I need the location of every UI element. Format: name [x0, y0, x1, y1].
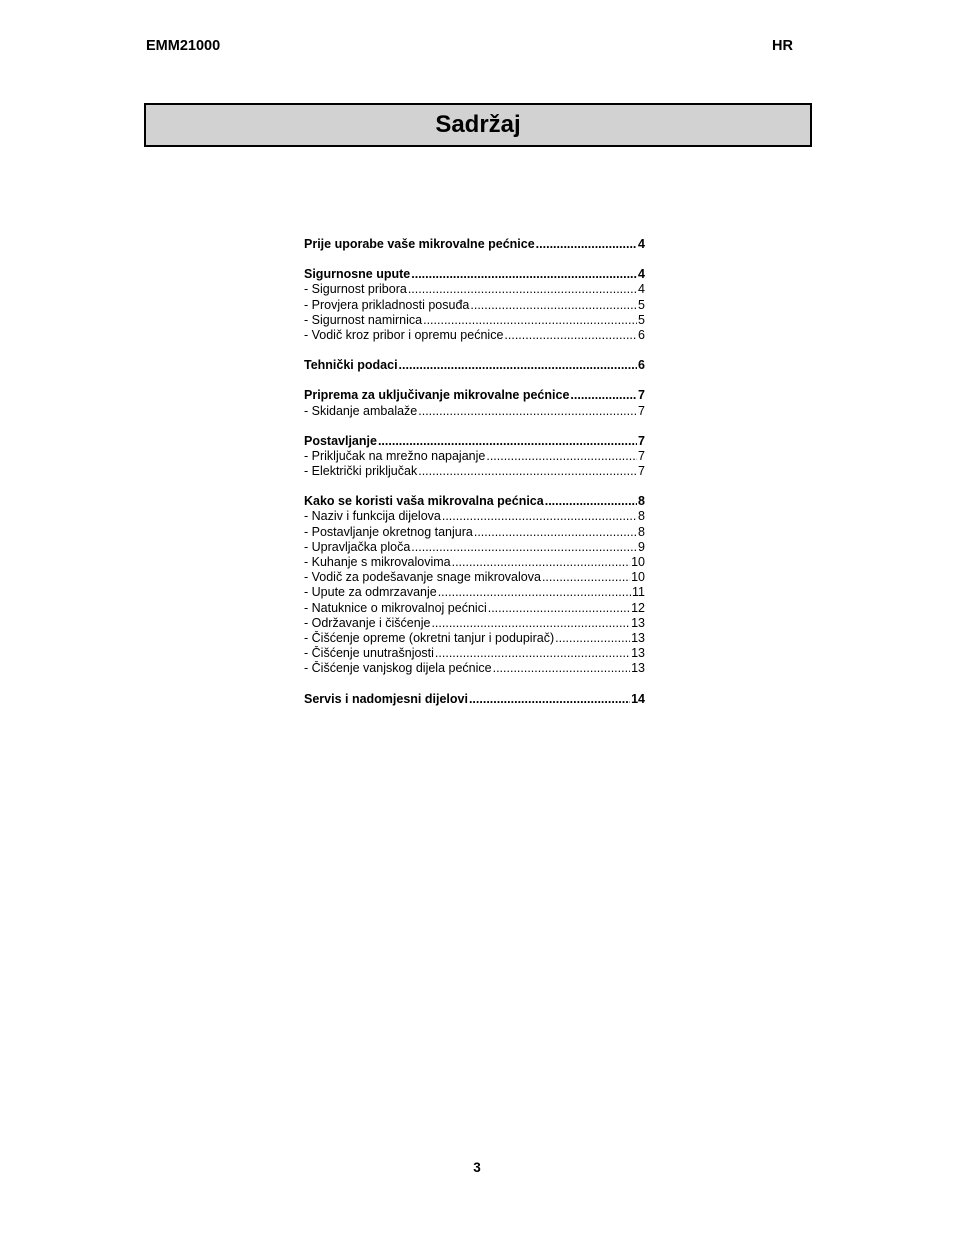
toc-entry-page: 6 — [638, 358, 645, 373]
dot-leader — [418, 464, 637, 479]
toc-entry-page: 7 — [638, 433, 645, 448]
toc-entry-page: 8 — [638, 494, 645, 509]
toc-subentry[interactable] — [304, 616, 645, 631]
toc-entry-page: 10 — [631, 555, 645, 569]
dot-leader — [418, 404, 637, 419]
dot-leader — [423, 313, 637, 328]
dot-leader — [488, 601, 630, 616]
toc-entry-page: 5 — [638, 312, 645, 327]
toc-subentry[interactable] — [304, 328, 645, 343]
toc-entry-page: 4 — [638, 282, 645, 297]
toc-entry-page: 13 — [631, 661, 645, 676]
toc-section — [304, 692, 645, 707]
toc-entry-label: - Naziv i funkcija dijelova — [304, 509, 441, 524]
toc-subentry[interactable] — [304, 313, 645, 328]
toc-subentry[interactable] — [304, 404, 645, 419]
toc-section — [304, 267, 645, 343]
toc-entry-label: - Postavljanje okretnog tanjura — [304, 524, 473, 539]
dot-leader — [411, 540, 637, 555]
toc-entry-page: 7 — [638, 464, 645, 479]
dot-leader — [431, 616, 630, 631]
dot-leader — [442, 509, 637, 524]
toc-section-heading[interactable] — [304, 358, 645, 373]
toc-section-heading[interactable] — [304, 494, 645, 509]
toc-entry-label: - Električki priključak — [304, 464, 418, 479]
toc-subentry[interactable] — [304, 585, 645, 600]
toc-entry-page: 13 — [631, 630, 645, 645]
toc-section-heading[interactable] — [304, 692, 645, 707]
toc-subentry[interactable] — [304, 555, 645, 570]
dot-leader — [474, 525, 637, 540]
dot-leader — [486, 449, 637, 464]
toc-entry-label: Postavljanje — [304, 433, 377, 448]
toc-subentry[interactable] — [304, 449, 645, 464]
dot-leader — [536, 237, 637, 252]
toc-entry-page: 9 — [638, 539, 645, 554]
toc-entry-page: 8 — [638, 509, 645, 524]
toc-subentry[interactable] — [304, 661, 645, 676]
toc-entry-page: 13 — [631, 646, 645, 661]
toc-subentry[interactable] — [304, 570, 645, 585]
toc-entry-label: - Priključak na mrežno napajanje — [304, 448, 486, 463]
toc-entry-label: - Održavanje i čišćenje — [304, 615, 431, 630]
dot-leader — [504, 328, 637, 343]
page-title: Sadržaj — [435, 111, 521, 138]
toc-subentry[interactable] — [304, 601, 645, 616]
toc-entry-page: 12 — [631, 600, 645, 615]
toc-subentry[interactable] — [304, 509, 645, 524]
toc-section-heading[interactable] — [304, 434, 645, 449]
dot-leader — [378, 434, 637, 449]
table-of-contents — [304, 237, 645, 722]
toc-entry-label: Servis i nadomjesni dijelovi — [304, 691, 468, 706]
toc-entry-label: - Skidanje ambalaže — [304, 403, 418, 418]
toc-entry-page: 5 — [638, 297, 645, 312]
toc-subentry[interactable] — [304, 646, 645, 661]
toc-entry-label: - Upute za odmrzavanje — [304, 585, 437, 600]
toc-entry-label: Prije uporabe vaše mikrovalne pećnice — [304, 237, 535, 251]
toc-entry-page: 4 — [638, 267, 645, 282]
model-number: EMM21000 — [146, 38, 221, 54]
toc-entry-label: - Čišćenje vanjskog dijela pećnice — [304, 661, 492, 676]
dot-leader — [555, 631, 630, 646]
toc-entry-label: - Čišćenje unutrašnjosti — [304, 646, 434, 661]
toc-entry-label: Priprema za uključivanje mikrovalne pećnice — [304, 388, 570, 403]
toc-entry-page: 14 — [631, 691, 645, 706]
toc-entry-page: 7 — [638, 403, 645, 418]
toc-entry-label: - Kuhanje s mikrovalovima — [304, 555, 451, 569]
dot-leader — [438, 585, 631, 600]
dot-leader — [452, 555, 631, 570]
dot-leader — [545, 494, 637, 509]
toc-entry-page: 7 — [638, 388, 645, 403]
toc-entry-page: 11 — [632, 585, 645, 600]
toc-entry-label: - Čišćenje opreme (okretni tanjur i podupirač) — [304, 630, 555, 645]
toc-section — [304, 388, 645, 418]
dot-leader — [399, 358, 638, 373]
toc-section-heading[interactable] — [304, 388, 645, 403]
toc-section-heading[interactable] — [304, 237, 645, 252]
toc-entry-label: Kako se koristi vaša mikrovalna pećnica — [304, 494, 544, 509]
toc-subentry[interactable] — [304, 282, 645, 297]
dot-leader — [542, 570, 630, 585]
title-box — [144, 103, 812, 147]
toc-entry-label: - Provjera prikladnosti posuđa — [304, 297, 470, 312]
toc-entry-label: - Sigurnost pribora — [304, 282, 407, 297]
toc-entry-page: 8 — [638, 524, 645, 539]
dot-leader — [570, 388, 637, 403]
toc-section — [304, 358, 645, 373]
dot-leader — [411, 267, 637, 282]
dot-leader — [493, 661, 630, 676]
toc-entry-label: Sigurnosne upute — [304, 267, 411, 282]
toc-subentry[interactable] — [304, 298, 645, 313]
toc-entry-page: 6 — [638, 327, 645, 342]
toc-subentry[interactable] — [304, 540, 645, 555]
toc-section — [304, 494, 645, 676]
toc-entry-page: 4 — [638, 237, 645, 251]
page-number: 3 — [473, 1160, 481, 1175]
toc-entry-label: - Vodič za podešavanje snage mikrovalova — [304, 570, 541, 585]
dot-leader — [469, 692, 630, 707]
dot-leader — [435, 646, 630, 661]
toc-entry-page: 7 — [638, 448, 645, 463]
dot-leader — [470, 298, 637, 313]
toc-section-heading[interactable] — [304, 267, 645, 282]
toc-entry-label: - Natuknice o mikrovalnoj pećnici — [304, 600, 487, 615]
dot-leader — [408, 282, 637, 297]
toc-entry-label: - Sigurnost namirnica — [304, 312, 423, 327]
toc-entry-page: 13 — [631, 615, 645, 630]
toc-entry-label: - Upravljačka ploča — [304, 539, 411, 554]
toc-entry-page: 10 — [631, 570, 645, 585]
language-code: HR — [772, 38, 793, 54]
toc-section — [304, 434, 645, 480]
toc-subentry[interactable] — [304, 631, 645, 646]
toc-section — [304, 237, 645, 252]
toc-entry-label: - Vodič kroz pribor i opremu pećnice — [304, 327, 504, 342]
toc-subentry[interactable] — [304, 464, 645, 479]
toc-entry-label: Tehnički podaci — [304, 358, 398, 373]
toc-subentry[interactable] — [304, 525, 645, 540]
